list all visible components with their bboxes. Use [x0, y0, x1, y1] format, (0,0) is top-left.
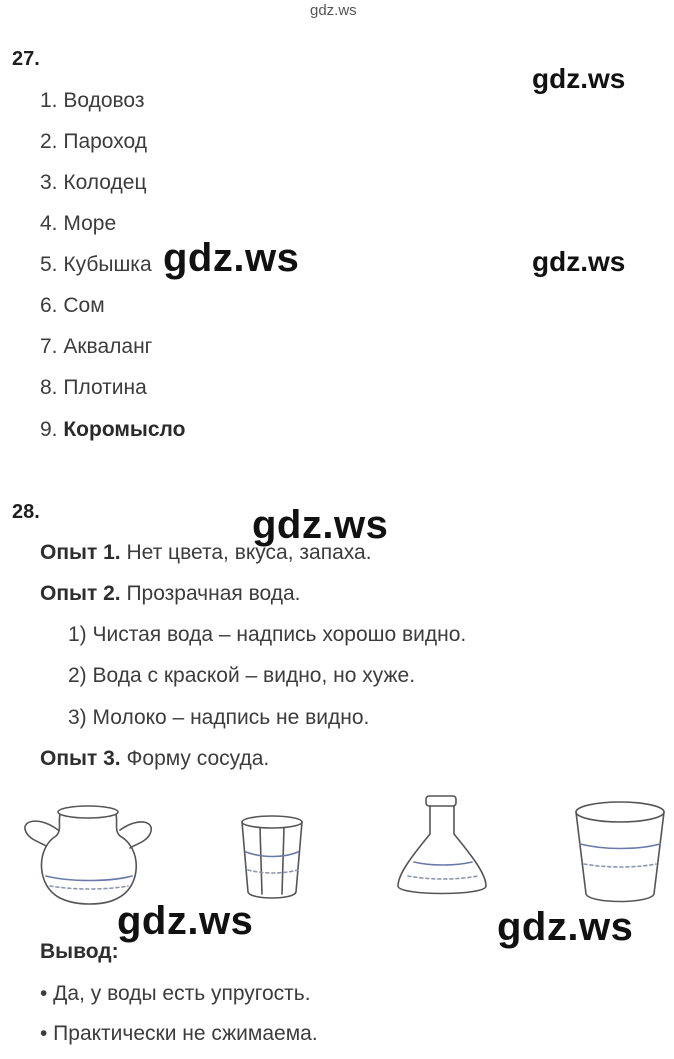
watermark: gdz.ws — [117, 899, 254, 943]
flask-icon — [398, 796, 486, 894]
item-text-bold: Коромысло — [63, 418, 186, 441]
experiment-label: Опыт 2. — [40, 582, 121, 605]
item-number: 5. — [40, 253, 58, 276]
item-text: Колодец — [63, 171, 147, 194]
conclusion-item: • Практически не сжимаема. — [40, 1022, 318, 1045]
item-text: Кубышка — [63, 253, 152, 276]
experiment-1 — [40, 541, 372, 565]
item-number: 9. — [40, 418, 58, 441]
list-item — [40, 294, 105, 318]
list-item — [40, 418, 185, 442]
watermark: gdz.ws — [532, 246, 626, 277]
item-number: 1. — [40, 89, 58, 112]
item-number: 3. — [40, 171, 58, 194]
jug-icon — [25, 806, 151, 904]
observation: 3) Молоко – надпись не видно. — [68, 706, 370, 729]
watermark: gdz.ws — [532, 63, 626, 94]
conclusion-label: Вывод: — [40, 940, 119, 963]
conclusion-item: • Да, у воды есть упругость. — [40, 982, 311, 1005]
list-item — [40, 253, 152, 277]
item-text: Водовоз — [63, 89, 145, 112]
item-text: Акваланг — [63, 335, 153, 358]
item-text: Море — [63, 212, 117, 235]
glass-icon — [242, 816, 302, 898]
item-number: 7. — [40, 335, 58, 358]
item-number: 2. — [40, 130, 58, 153]
observation: 1) Чистая вода – надпись хорошо видно. — [68, 623, 467, 646]
observation: 2) Вода с краской – видно, но хуже. — [68, 664, 416, 687]
watermark-top: gdz.ws — [310, 2, 357, 19]
task-28-number: 28. — [12, 501, 40, 523]
list-item — [40, 212, 116, 236]
list-item — [40, 171, 146, 195]
watermark: gdz.ws — [497, 905, 634, 949]
experiment-2 — [40, 582, 301, 606]
item-text: Пароход — [63, 130, 147, 153]
item-number: 8. — [40, 376, 58, 399]
experiment-3 — [40, 747, 269, 771]
experiment-text: Нет цвета, вкуса, запаха. — [126, 541, 372, 564]
cup-icon — [576, 802, 664, 902]
experiment-text: Форму сосуда. — [126, 747, 270, 770]
watermark: gdz.ws — [252, 503, 389, 547]
task-27-number: 27. — [12, 48, 40, 70]
list-item — [40, 376, 147, 400]
vessels-illustration — [0, 790, 674, 910]
experiment-label: Опыт 3. — [40, 747, 121, 770]
item-text: Плотина — [63, 376, 147, 399]
item-number: 4. — [40, 212, 58, 235]
list-item — [40, 335, 152, 359]
list-item — [40, 130, 147, 154]
experiment-label: Опыт 1. — [40, 541, 121, 564]
item-text: Сом — [63, 294, 105, 317]
list-item — [40, 89, 145, 113]
experiment-text: Прозрачная вода. — [126, 582, 301, 605]
watermark: gdz.ws — [163, 236, 300, 280]
item-number: 6. — [40, 294, 58, 317]
